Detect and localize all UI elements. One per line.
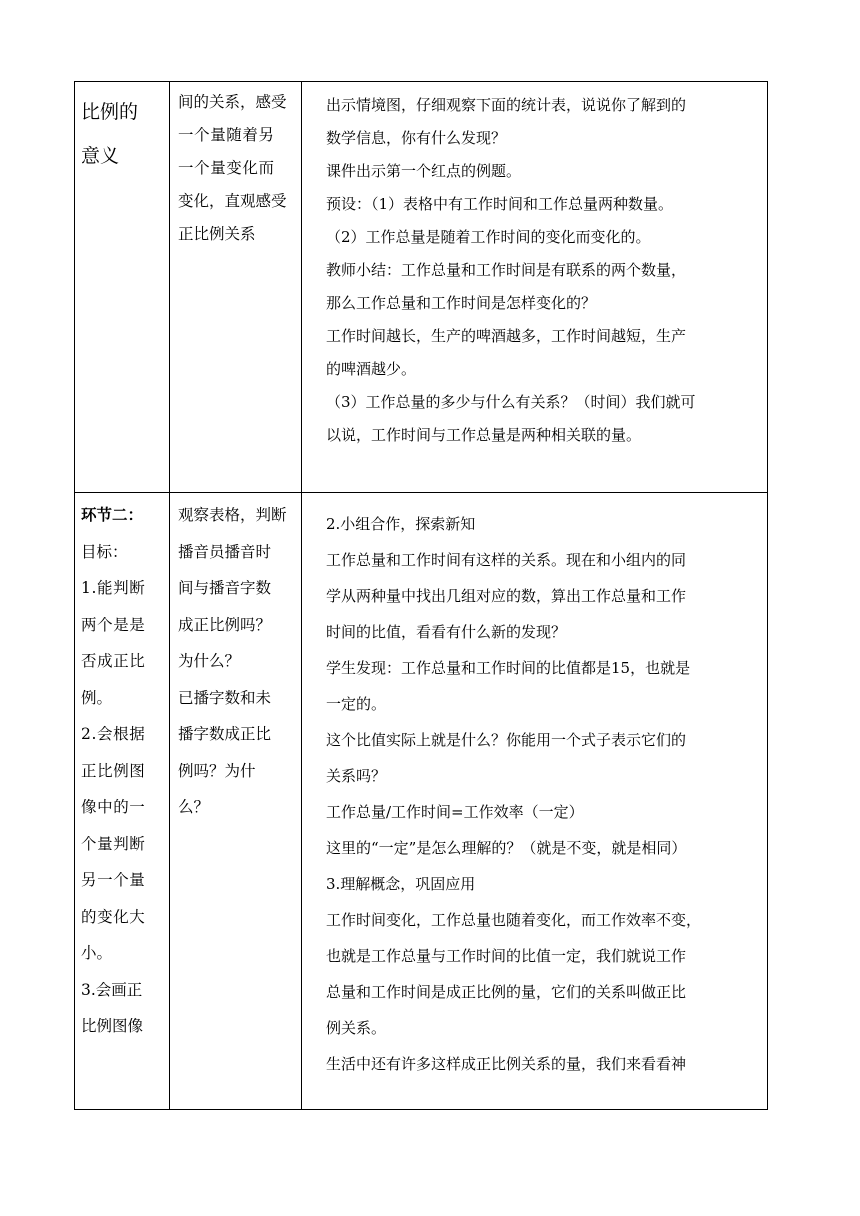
stage-cell [75, 82, 170, 493]
goal-line: 否成正比 [81, 652, 146, 670]
task-line: 播音员播音时 [178, 542, 272, 561]
process-line: 教师小结：工作总量和工作时间是有联系的两个数量， [326, 261, 687, 279]
process-line: 这里的“一定”是怎么理解的？（就是不变，就是相同） [326, 839, 687, 857]
process-line: 学从两种量中找出几组对应的数，算出工作总量和工作 [326, 587, 687, 605]
table-row [75, 493, 768, 1110]
process-line: 也就是工作总量与工作时间的比值一定，我们就说工作 [326, 947, 687, 965]
formula-line: 工作总量/工作时间=工作效率（一定） [326, 803, 584, 821]
process-line: 学生发现：工作总量和工作时间的比值都是15，也就是 [326, 659, 691, 677]
process-line: 一定的。 [326, 695, 387, 713]
task-line: 间的关系，感受 [178, 93, 287, 111]
process-line: （2）工作总量是随着工作时间的变化而变化的。 [326, 228, 651, 246]
stage-line: 比例的 [81, 101, 139, 123]
task-line: 观察表格，判断 [178, 506, 287, 524]
task-line: 一个量随着另 [178, 126, 275, 144]
goal-line: 像中的一 [81, 798, 146, 816]
task-line: 一个量变化而 [178, 159, 275, 177]
stage-title: 环节二： [81, 506, 144, 524]
goal-line: 1.能判断 [81, 579, 146, 597]
process-line: 出示情境图，仔细观察下面的统计表，说说你了解到的 [326, 96, 687, 114]
lesson-plan-table [74, 81, 768, 1110]
table-row [75, 82, 768, 493]
task-line: 么？ [178, 798, 210, 816]
process-line: 生活中还有许多这样成正比例关系的量，我们来看看神 [326, 1055, 687, 1073]
goal-line: 目标： [81, 542, 128, 561]
goal-line: 例。 [81, 688, 113, 707]
task-cell [170, 493, 302, 1110]
task-line: 间与播音字数 [178, 579, 272, 597]
process-line: 时间的比值，看看有什么新的发现？ [326, 623, 567, 641]
process-cell [302, 82, 768, 493]
process-line: 关系吗？ [326, 767, 387, 785]
process-line: 数学信息，你有什么发现？ [326, 129, 507, 147]
process-line: 的啤酒越少。 [326, 360, 417, 378]
stage-cell [75, 493, 170, 1110]
task-line: 变化，直观感受 [178, 192, 287, 210]
process-line: （3）工作总量的多少与什么有关系？（时间）我们就可 [326, 393, 696, 411]
goal-line: 个量判断 [81, 834, 146, 853]
goal-line: 正比例图 [81, 761, 146, 780]
process-line: 工作时间越长，生产的啤酒越多，工作时间越短，生产 [326, 327, 687, 345]
goal-line: 3.会画正 [81, 980, 143, 999]
process-line: 课件出示第一个红点的例题。 [326, 162, 522, 180]
task-line: 例吗？为什 [178, 761, 256, 780]
goal-line: 另一个量 [81, 871, 146, 889]
goal-line: 两个是是 [81, 615, 146, 634]
process-line: 总量和工作时间是成正比例的量，它们的关系叫做正比 [326, 983, 687, 1001]
task-line: 正比例关系 [178, 225, 256, 243]
task-line: 已播字数和未 [178, 688, 272, 707]
process-line: 工作时间变化，工作总量也随着变化，而工作效率不变， [326, 911, 702, 929]
process-line: 那么工作总量和工作时间是怎样变化的？ [326, 294, 597, 312]
task-line: 成正比例吗？ [178, 615, 272, 634]
process-line: 预设：（1）表格中有工作时间和工作总量两种数量。 [326, 195, 674, 213]
process-line: 工作总量和工作时间有这样的关系。现在和小组内的同 [326, 551, 687, 569]
process-line: 这个比值实际上就是什么？你能用一个式子表示它们的 [326, 731, 687, 749]
process-cell [302, 493, 768, 1110]
task-cell [170, 82, 302, 493]
task-line: 为什么？ [178, 652, 241, 670]
goal-line: 比例图像 [81, 1017, 144, 1035]
goal-line: 2.会根据 [81, 725, 146, 743]
process-line: 以说，工作时间与工作总量是两种相关联的量。 [326, 426, 642, 444]
goal-line: 的变化大 [81, 907, 146, 926]
stage-line: 意义 [81, 145, 120, 167]
process-line: 2.小组合作，探索新知 [326, 515, 476, 533]
goal-line: 小。 [81, 944, 113, 962]
process-line: 3.理解概念，巩固应用 [326, 875, 476, 893]
task-line: 播字数成正比 [178, 725, 272, 743]
process-line: 例关系。 [326, 1019, 387, 1037]
